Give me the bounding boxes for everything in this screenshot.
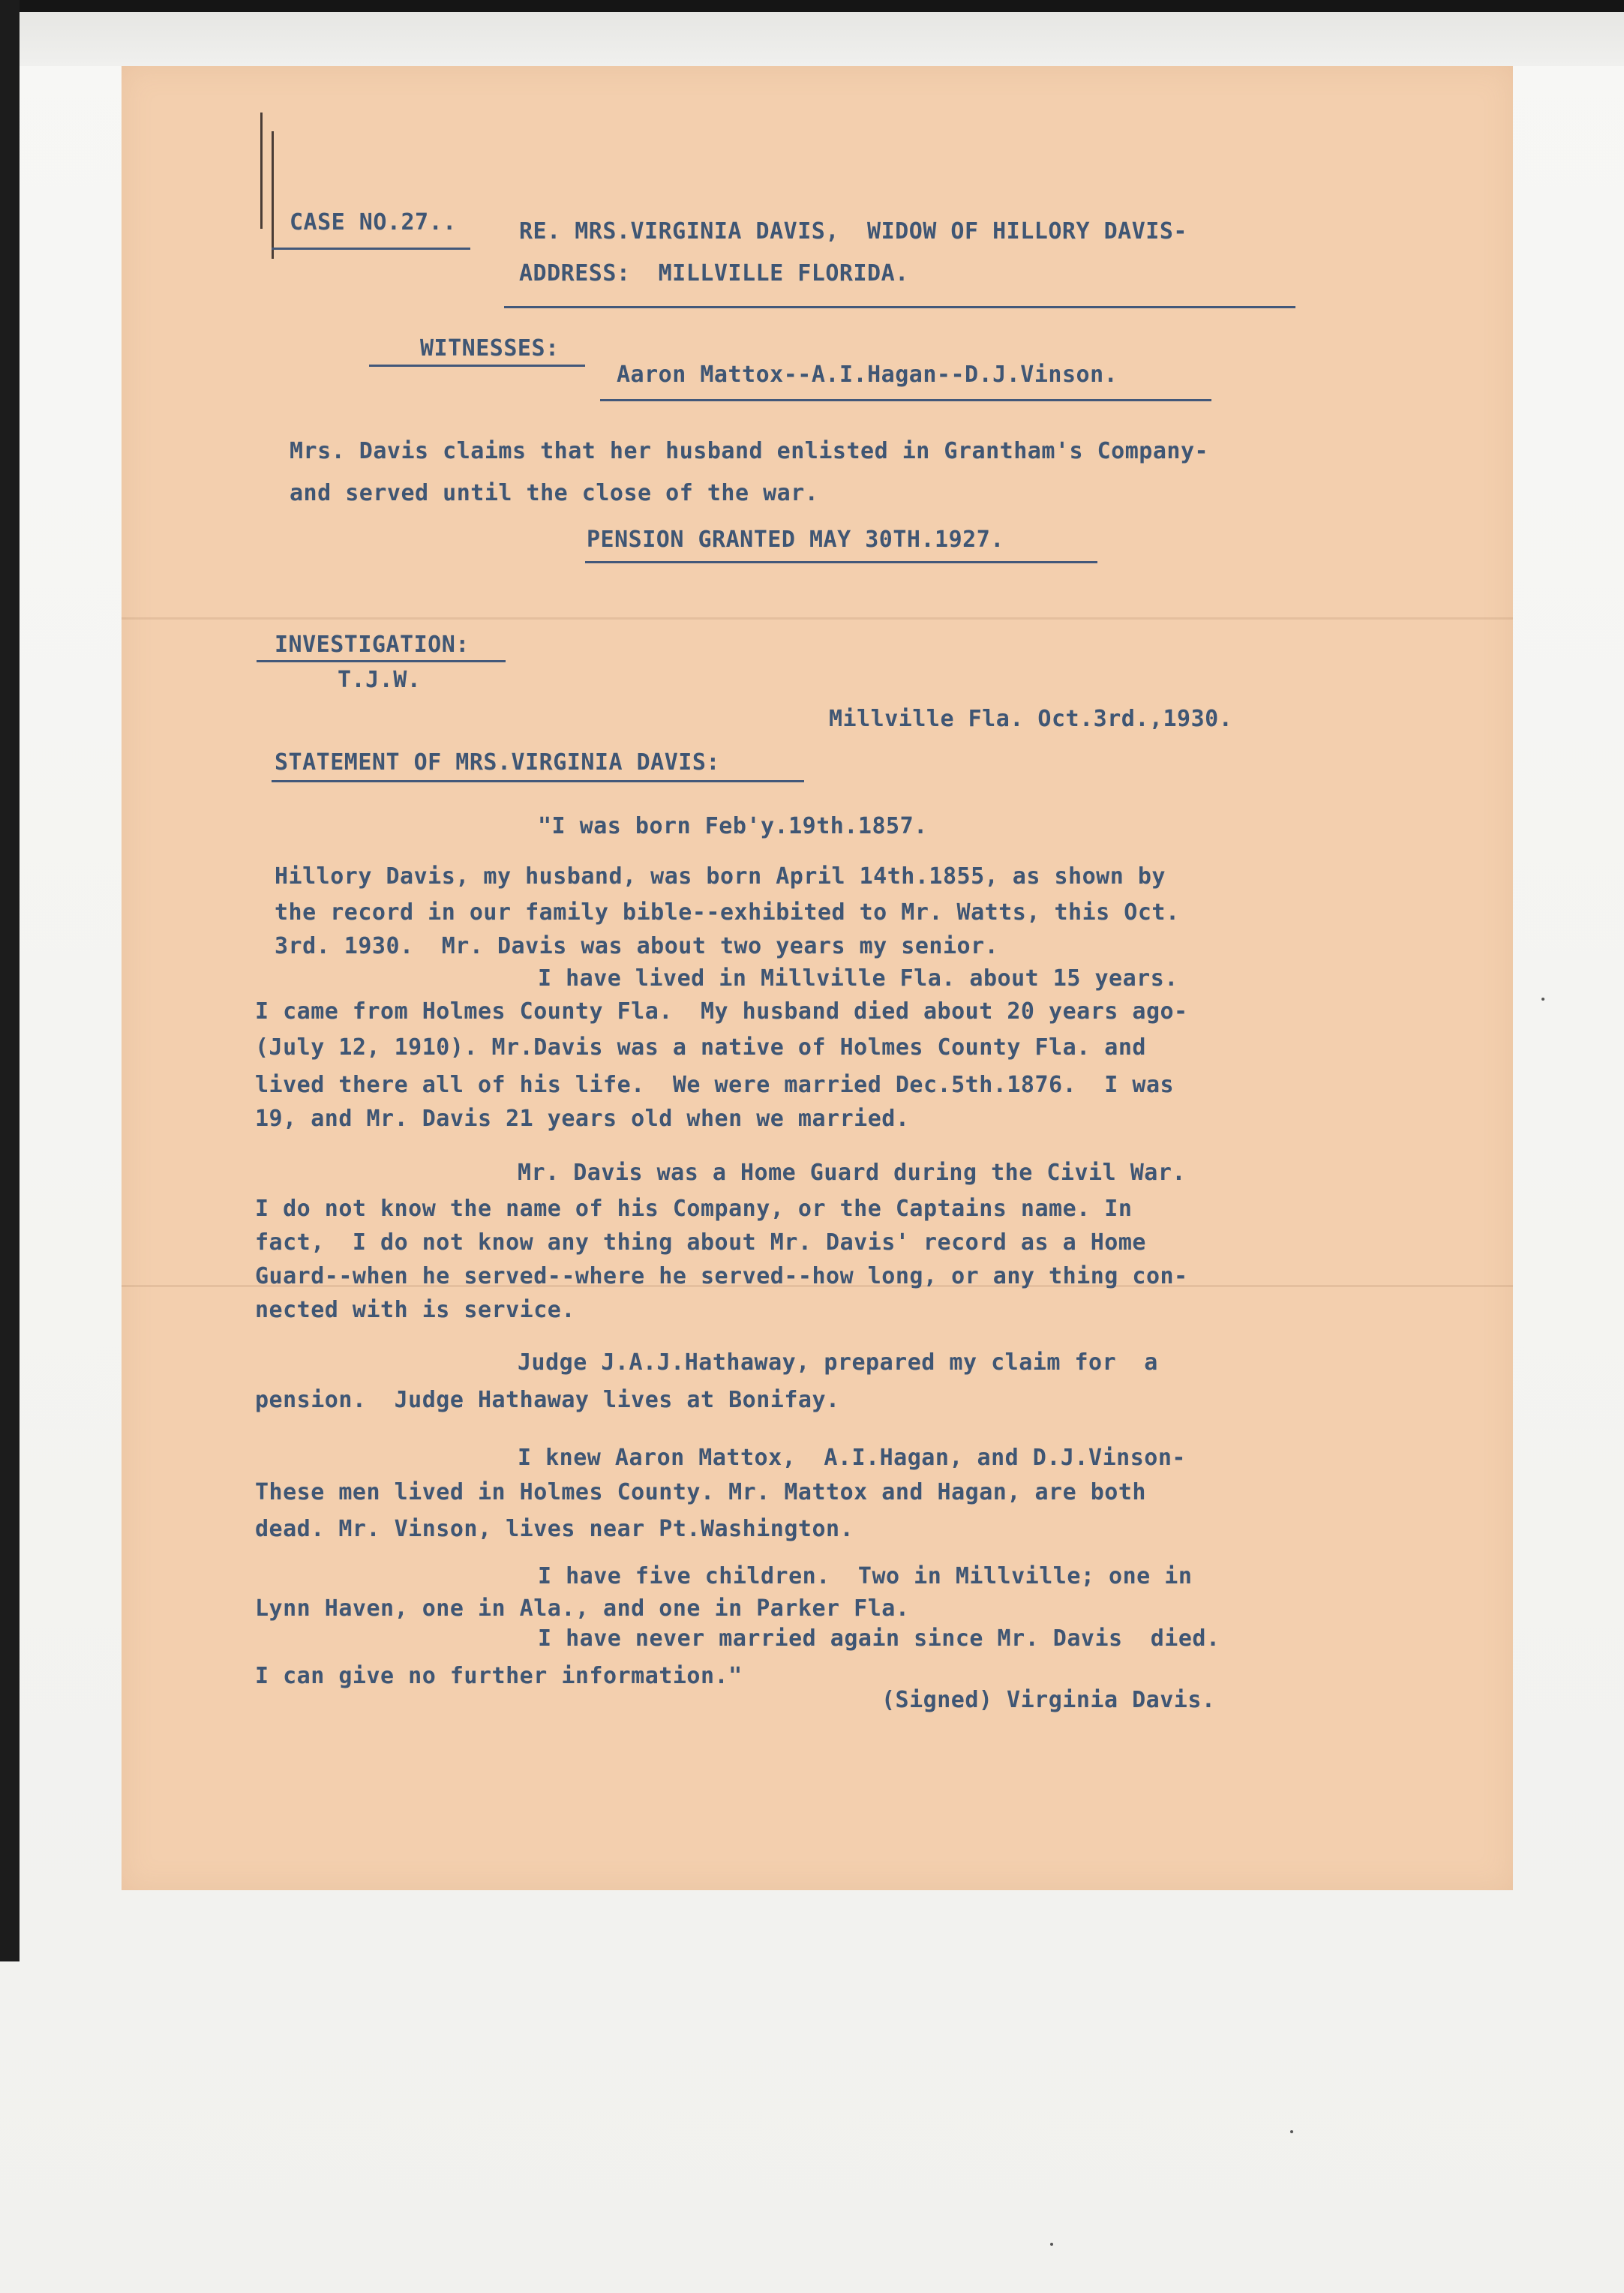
statement-line: (July 12, 1910). Mr.Davis was a native of Holmes County Fla. and: [255, 1034, 1146, 1061]
investigation-label: INVESTIGATION:: [275, 632, 470, 658]
scan-speck: [1541, 998, 1544, 1001]
scanner-border-left: [0, 0, 20, 1961]
case-number-underline: [272, 248, 470, 250]
pension-granted: PENSION GRANTED MAY 30TH.1927.: [587, 527, 1004, 553]
statement-line: lived there all of his life. We were married Dec.5th.1876. I was: [255, 1072, 1175, 1098]
witnesses-label: WITNESSES:: [420, 335, 560, 362]
fold-crease: [122, 617, 1513, 620]
pen-mark: [272, 131, 274, 259]
statement-line: 19, and Mr. Davis 21 years old when we married.: [255, 1106, 910, 1132]
statement-line: Hillory Davis, my husband, was born April 14th.1855, as shown by: [275, 863, 1166, 890]
statement-line: These men lived in Holmes County. Mr. Mattox and Hagan, are both: [255, 1479, 1146, 1505]
witnesses-underline: [600, 399, 1211, 401]
statement-line: I knew Aaron Mattox, A.I.Hagan, and D.J.Vinson-: [518, 1445, 1186, 1471]
investigation-underline: [257, 660, 506, 662]
statement-line: I came from Holmes County Fla. My husband died about 20 years ago-: [255, 998, 1188, 1025]
witnesses-names: Aaron Mattox--A.I.Hagan--D.J.Vinson.: [617, 362, 1118, 388]
scanner-border-top: [0, 0, 1624, 12]
scanner-edge-strip: [20, 12, 1624, 66]
signature-line: (Signed) Virginia Davis.: [881, 1687, 1216, 1713]
pension-underline: [585, 561, 1097, 563]
statement-line: I can give no further information.": [255, 1663, 743, 1689]
place-and-date: Millville Fla. Oct.3rd.,1930.: [829, 706, 1233, 732]
statement-line: Lynn Haven, one in Ala., and one in Parker Fla.: [255, 1595, 910, 1622]
claim-line-1: Mrs. Davis claims that her husband enlisted in Grantham's Company-: [290, 438, 1209, 464]
statement-line: Mr. Davis was a Home Guard during the Civil War.: [518, 1160, 1186, 1186]
witnesses-label-underline: [369, 365, 585, 367]
statement-line: Guard--when he served--where he served--how long, or any thing con-: [255, 1263, 1188, 1289]
statement-line: fact, I do not know any thing about Mr. Davis' record as a Home: [255, 1229, 1146, 1256]
pen-mark: [260, 113, 263, 229]
header-re-line: RE. MRS.VIRGINIA DAVIS, WIDOW OF HILLORY DAVIS-: [519, 218, 1187, 245]
statement-line: I have lived in Millville Fla. about 15 years.: [538, 965, 1178, 992]
statement-line: 3rd. 1930. Mr. Davis was about two years my senior.: [275, 933, 999, 959]
investigator-initials: T.J.W.: [338, 667, 422, 693]
statement-label: STATEMENT OF MRS.VIRGINIA DAVIS:: [275, 749, 720, 776]
statement-line: the record in our family bible--exhibited to Mr. Watts, this Oct.: [275, 899, 1180, 926]
claim-line-2: and served until the close of the war.: [290, 480, 819, 506]
statement-line: dead. Mr. Vinson, lives near Pt.Washington.: [255, 1516, 854, 1542]
scan-speck: [1290, 2130, 1293, 2133]
header-underline: [504, 306, 1295, 308]
statement-line: I have never married again since Mr. Davis died.: [538, 1625, 1220, 1652]
statement-line: Judge J.A.J.Hathaway, prepared my claim for a: [518, 1349, 1158, 1376]
statement-line: "I was born Feb'y.19th.1857.: [538, 813, 928, 839]
case-number: CASE NO.27..: [290, 209, 457, 236]
statement-underline: [272, 780, 804, 782]
statement-line: nected with is service.: [255, 1297, 575, 1323]
statement-line: I do not know the name of his Company, or the Captains name. In: [255, 1196, 1133, 1222]
statement-line: pension. Judge Hathaway lives at Bonifay.: [255, 1387, 840, 1413]
statement-line: I have five children. Two in Millville; one in: [538, 1563, 1193, 1589]
header-address-line: ADDRESS: MILLVILLE FLORIDA.: [519, 260, 909, 287]
scan-speck: [1050, 2243, 1053, 2246]
